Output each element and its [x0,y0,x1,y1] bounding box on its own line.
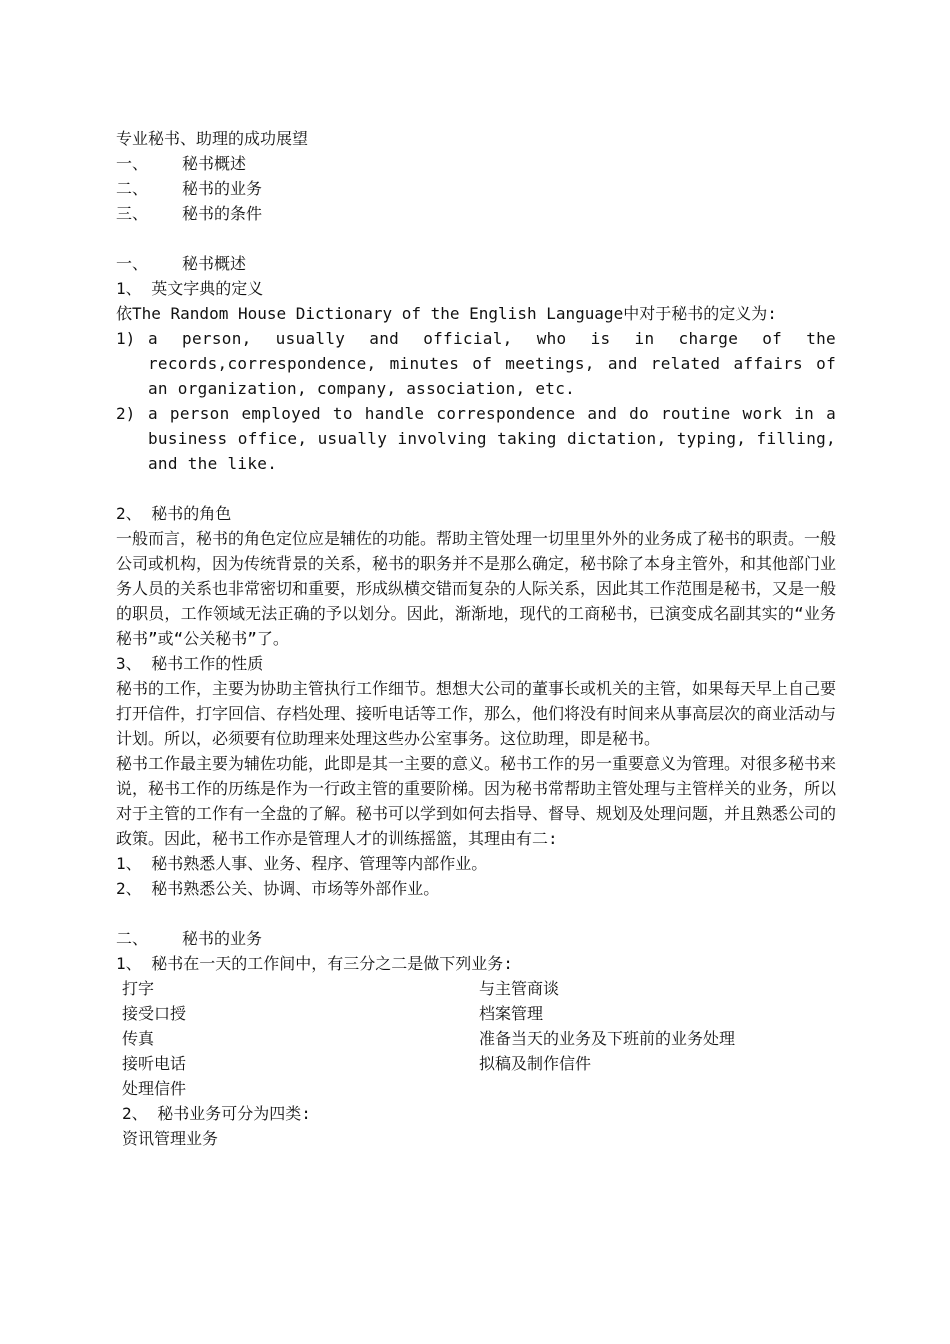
section-title: 秘书概述 [182,254,247,273]
list-item: 2、 秘书熟悉公关、协调、市场等外部作业。 [116,879,440,898]
definition-item [116,326,836,401]
task-item: 接听电话 [122,1054,187,1073]
task-item: 处理信件 [122,1079,187,1098]
task-item: 打字 [122,979,155,998]
toc-num: 一、 [116,154,149,173]
subsection-title: 3、 秘书工作的性质 [116,654,264,673]
task-item: 传真 [122,1029,155,1048]
definition-label: 1) [116,329,136,348]
definition-intro: 依The Random House Dictionary of the English Language中对于秘书的定义为: [116,304,777,323]
subsection-title: 2、 秘书的角色 [116,504,232,523]
document-title: 专业秘书、助理的成功展望 [116,129,309,148]
paragraph: 秘书的工作，主要为协助主管执行工作细节。想想大公司的董事长或机关的主管，如果每天早上自己要打开信件，打字回信、存档处理、接听电话等工作，那么，他们将没有时间来从事高层次的商业活动与计划。所以，必须要有位助理来处理这些办公室事务。这位助理，即是秘书。 [116,679,837,748]
list-item: 1、 秘书熟悉人事、业务、程序、管理等内部作业。 [116,854,488,873]
task-item: 与主管商谈 [479,979,560,998]
toc-item [116,151,836,176]
task-item: 接受口授 [122,1004,187,1023]
toc-item [116,201,836,226]
list-item: 资讯管理业务 [122,1129,219,1148]
toc-text: 秘书的业务 [182,179,263,198]
toc-text: 秘书的条件 [182,204,263,223]
task-item: 档案管理 [479,1004,544,1023]
toc-item [116,176,836,201]
section-heading [116,251,836,276]
subsection-title: 1、 英文字典的定义 [116,279,264,298]
toc-num: 三、 [116,204,149,223]
task-list [116,976,836,1101]
paragraph: 秘书工作最主要为辅佐功能，此即是其一主要的意义。秘书工作的另一重要意义为管理。对很多秘书来说，秘书工作的历练是作为一行政主管的重要阶梯。因为秘书常帮助主管处理与主管样关的业务，所以对于主管的工作有一全盘的了解。秘书可以学到如何去指导、督导、规划及处理问题，并且熟悉公司的政策。因此，秘书工作亦是管理人才的训练摇篮，其理由有二: [116,754,837,848]
definition-item [116,401,836,476]
document-page [116,126,836,1151]
task-item: 准备当天的业务及下班前的业务处理 [479,1029,736,1048]
section-heading [116,926,836,951]
toc-num: 二、 [116,179,149,198]
definition-label: 2) [116,404,136,423]
definition-text: a person employed to handle correspondence and do routine work in a business office, usually involving taking dictation, typing, filling, and the like. [148,404,836,473]
subsection-title: 2、 秘书业务可分为四类: [122,1104,311,1123]
task-item: 拟稿及制作信件 [479,1054,592,1073]
task-column-left [116,976,479,1101]
paragraph: 一般而言，秘书的角色定位应是辅佐的功能。帮助主管处理一切里里外外的业务成了秘书的职责。一般公司或机构，因为传统背景的关系，秘书的职务并不是那么确定，秘书除了本身主管外，和其他部门业务人员的关系也非常密切和重要，形成纵横交错而复杂的人际关系，因此其工作范围是秘书，又是一般的职员，工作领域无法正确的予以划分。因此，渐渐地，现代的工商秘书，已演变成名副其实的“业务秘书”或“公关秘书”了。 [116,529,837,648]
task-column-right [479,976,836,1101]
toc-text: 秘书概述 [182,154,247,173]
subsection-title: 1、 秘书在一天的工作间中，有三分之二是做下列业务: [116,954,513,973]
definition-text: a person, usually and official, who is in charge of the records,correspondence, minutes of meetings, and related affairs of an organization, company, association, etc. [148,329,836,398]
section-num: 一、 [116,254,149,273]
section-num: 二、 [116,929,149,948]
section-title: 秘书的业务 [182,929,263,948]
